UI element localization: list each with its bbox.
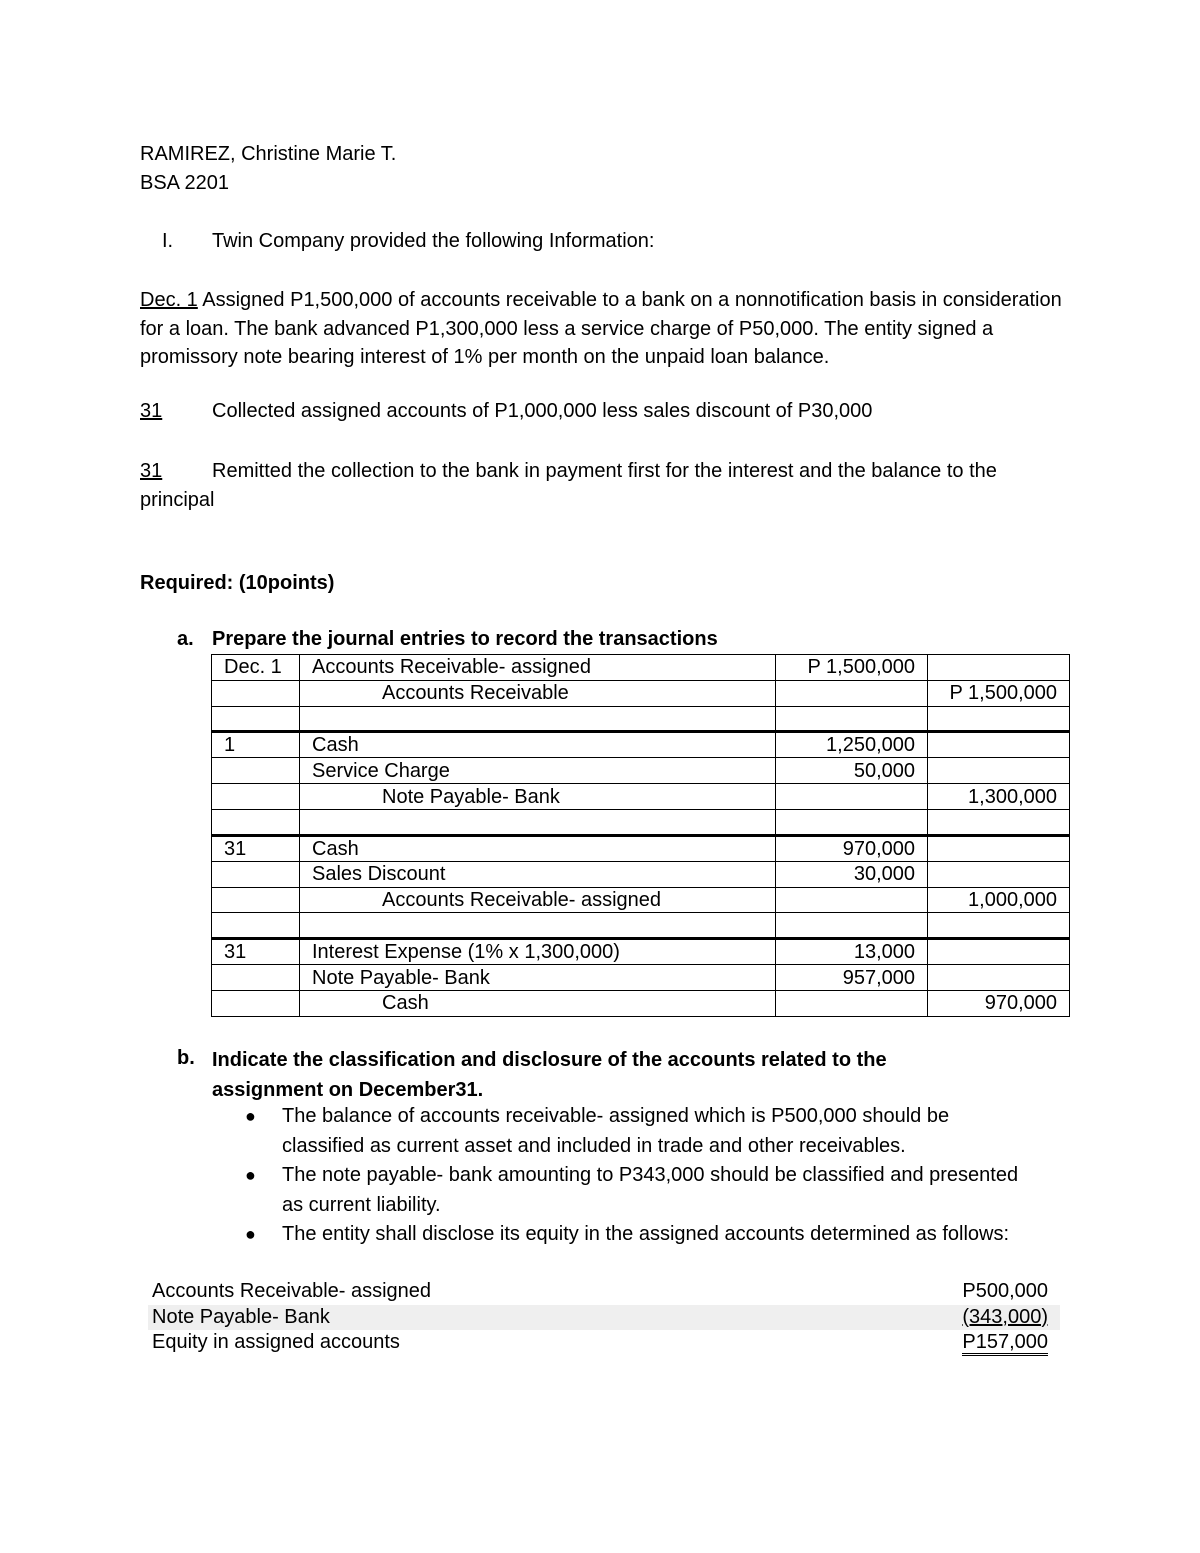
journal-row bbox=[212, 809, 1070, 835]
journal-credit-cell bbox=[928, 809, 1070, 835]
journal-credit-cell: 1,000,000 bbox=[928, 887, 1070, 913]
journal-row bbox=[212, 680, 1070, 706]
journal-date-cell bbox=[212, 965, 300, 991]
equity-label: Accounts Receivable- assigned bbox=[152, 1280, 432, 1302]
journal-date-cell bbox=[212, 706, 300, 732]
dec1-paragraph bbox=[140, 286, 1065, 372]
journal-credit-cell bbox=[928, 835, 1070, 861]
journal-debit-cell bbox=[776, 784, 928, 810]
journal-date-cell bbox=[212, 861, 300, 887]
journal-account-cell: Accounts Receivable- assigned bbox=[300, 887, 776, 913]
journal-table bbox=[211, 654, 1070, 1017]
journal-account-cell bbox=[300, 706, 776, 732]
journal-date-cell: 31 bbox=[212, 835, 300, 861]
part-a-heading: Prepare the journal entries to record the transactions bbox=[212, 628, 718, 650]
journal-debit-cell bbox=[776, 913, 928, 939]
journal-credit-cell bbox=[928, 939, 1070, 965]
journal-date-cell bbox=[212, 784, 300, 810]
journal-body bbox=[212, 655, 1070, 1017]
journal-credit-cell: 1,300,000 bbox=[928, 784, 1070, 810]
journal-account-cell: Service Charge bbox=[300, 758, 776, 784]
equity-label: Equity in assigned accounts bbox=[152, 1331, 400, 1353]
journal-date-cell: Dec. 1 bbox=[212, 655, 300, 681]
journal-account-cell: Interest Expense (1% x 1,300,000) bbox=[300, 939, 776, 965]
required-heading: Required: (10points) bbox=[140, 572, 335, 594]
equity-row-ar bbox=[148, 1279, 1060, 1305]
journal-account-cell: Cash bbox=[300, 990, 776, 1016]
bullet-text: The entity shall disclose its equity in the assigned accounts determined as follows: bbox=[282, 1223, 1010, 1245]
journal-date-cell bbox=[212, 887, 300, 913]
bullet-text: The balance of accounts receivable- assigned which is P500,000 should be classified as current asset and included in trade and other receivables. bbox=[282, 1105, 950, 1157]
journal-debit-cell bbox=[776, 887, 928, 913]
dec1-text: Assigned P1,500,000 of accounts receivable to a bank on a nonnotification basis in consideration for a loan. The bank advanced P1,300,000 less a service charge of P50,000. The entity signed a promissory note bearing interest of 1% per month on the unpaid loan balance. bbox=[140, 289, 1062, 368]
journal-row bbox=[212, 913, 1070, 939]
journal-credit-cell bbox=[928, 655, 1070, 681]
equity-amount: (343,000) bbox=[962, 1305, 1048, 1328]
journal-debit-cell bbox=[776, 809, 928, 835]
journal-account-cell: Accounts Receivable bbox=[300, 680, 776, 706]
journal-credit-cell: 970,000 bbox=[928, 990, 1070, 1016]
journal-row bbox=[212, 706, 1070, 732]
dec31b-date-label: 31 bbox=[140, 460, 163, 482]
journal-credit-cell bbox=[928, 758, 1070, 784]
journal-debit-cell bbox=[776, 706, 928, 732]
bullet-text: The note payable- bank amounting to P343,000 should be classified and presented as current liability. bbox=[282, 1164, 1019, 1216]
journal-debit-cell: 50,000 bbox=[776, 758, 928, 784]
journal-date-cell bbox=[212, 809, 300, 835]
journal-row bbox=[212, 965, 1070, 991]
journal-debit-cell: 957,000 bbox=[776, 965, 928, 991]
journal-account-cell bbox=[300, 809, 776, 835]
part-b-letter: b. bbox=[177, 1047, 195, 1069]
journal-row bbox=[212, 655, 1070, 681]
journal-account-cell: Cash bbox=[300, 835, 776, 861]
journal-debit-cell: P 1,500,000 bbox=[776, 655, 928, 681]
journal-debit-cell: 30,000 bbox=[776, 861, 928, 887]
journal-account-cell: Cash bbox=[300, 732, 776, 758]
journal-account-cell: Note Payable- Bank bbox=[300, 784, 776, 810]
journal-row bbox=[212, 758, 1070, 784]
journal-row bbox=[212, 732, 1070, 758]
journal-debit-cell bbox=[776, 990, 928, 1016]
journal-debit-cell: 1,250,000 bbox=[776, 732, 928, 758]
journal-credit-cell bbox=[928, 732, 1070, 758]
journal-date-cell: 31 bbox=[212, 939, 300, 965]
dec31a-date-label: 31 bbox=[140, 400, 163, 422]
bullet-dot-icon: ● bbox=[245, 1165, 256, 1185]
journal-row bbox=[212, 887, 1070, 913]
journal-credit-cell bbox=[928, 913, 1070, 939]
journal-row bbox=[212, 939, 1070, 965]
dec31b-text: Remitted the collection to the bank in payment first for the interest and the balance to the principal bbox=[140, 460, 997, 511]
journal-date-cell bbox=[212, 680, 300, 706]
journal-credit-cell bbox=[928, 965, 1070, 991]
problem-title: Twin Company provided the following Information: bbox=[212, 230, 655, 252]
journal-date-cell bbox=[212, 758, 300, 784]
journal-account-cell: Accounts Receivable- assigned bbox=[300, 655, 776, 681]
equity-schedule bbox=[148, 1279, 1060, 1356]
bullet-item bbox=[245, 1220, 1025, 1250]
dec31b-paragraph bbox=[140, 457, 1065, 514]
journal-account-cell bbox=[300, 913, 776, 939]
journal-date-cell bbox=[212, 913, 300, 939]
journal-credit-cell bbox=[928, 706, 1070, 732]
bullet-item bbox=[245, 1161, 1025, 1220]
journal-row bbox=[212, 835, 1070, 861]
disclosure-bullets bbox=[245, 1102, 1025, 1250]
equity-row-total bbox=[148, 1330, 1060, 1356]
journal-debit-cell bbox=[776, 680, 928, 706]
section-code: BSA 2201 bbox=[140, 172, 229, 194]
dec1-date-label: Dec. 1 bbox=[140, 289, 198, 311]
journal-account-cell: Sales Discount bbox=[300, 861, 776, 887]
part-b-heading: Indicate the classification and disclosure of the accounts related to the assignment on December31. bbox=[212, 1049, 887, 1101]
equity-amount: P500,000 bbox=[962, 1280, 1048, 1302]
journal-debit-cell: 13,000 bbox=[776, 939, 928, 965]
journal-account-cell: Note Payable- Bank bbox=[300, 965, 776, 991]
bullet-dot-icon: ● bbox=[245, 1224, 256, 1244]
problem-number: I. bbox=[162, 230, 174, 252]
journal-row bbox=[212, 990, 1070, 1016]
bullet-dot-icon: ● bbox=[245, 1106, 256, 1126]
journal-date-cell bbox=[212, 990, 300, 1016]
journal-credit-cell bbox=[928, 861, 1070, 887]
bullet-item bbox=[245, 1102, 1025, 1161]
equity-total-amount: P157,000 bbox=[962, 1331, 1048, 1356]
part-a-letter: a. bbox=[177, 628, 194, 650]
journal-date-cell: 1 bbox=[212, 732, 300, 758]
equity-label: Note Payable- Bank bbox=[152, 1305, 330, 1328]
student-name: RAMIREZ, Christine Marie T. bbox=[140, 143, 397, 165]
journal-debit-cell: 970,000 bbox=[776, 835, 928, 861]
dec31a-text: Collected assigned accounts of P1,000,000 less sales discount of P30,000 bbox=[212, 400, 873, 422]
journal-row bbox=[212, 861, 1070, 887]
journal-row bbox=[212, 784, 1070, 810]
journal-credit-cell: P 1,500,000 bbox=[928, 680, 1070, 706]
equity-row-note bbox=[148, 1305, 1060, 1331]
